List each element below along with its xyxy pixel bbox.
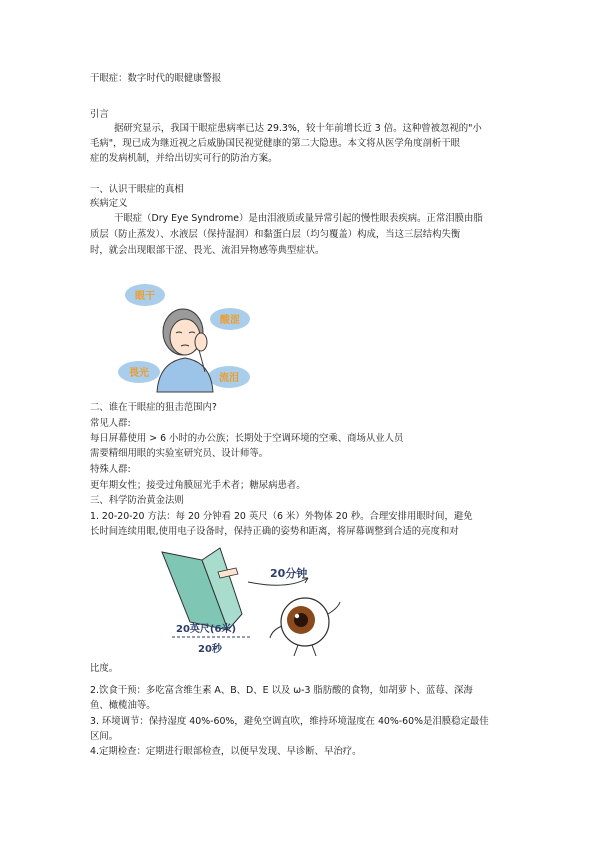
eyeball-left-arm — [270, 626, 282, 638]
intro-line: 据研究显示，我国干眼症患病率已达 29.3%，较十年前增长近 3 倍。这种曾被忽视的"小 — [114, 123, 482, 134]
rule2-line: 鱼、橄榄油等。 — [90, 700, 156, 711]
person-shirt — [157, 358, 213, 392]
section1-heading: 一、认识干眼症的真相 — [90, 184, 184, 195]
common-group-label: 常见人群: — [90, 418, 131, 429]
dry-eye-symptoms-illustration — [115, 280, 255, 395]
rule1-line: 比度。 — [90, 663, 119, 674]
rule-20-20-20-illustration — [158, 544, 358, 659]
common-group-line: 需要精细用眼的实验室研究员、设计师等。 — [90, 448, 269, 459]
intro-line: 毛病"，现已成为继近视之后威胁国民视觉健康的第二大隐患。本文将从医学角度剖析干眼 — [90, 138, 460, 149]
intro-heading: 引言 — [90, 109, 109, 120]
eyeball-right-arm — [328, 602, 340, 614]
symptom-label-tearing: 流泪 — [219, 373, 239, 384]
common-group-line: 每日屏幕使用 > 6 小时的办公族；长期处于空调环境的空乘、商场从业人员 — [90, 433, 404, 444]
symptom-label-sore: 酸涩 — [220, 315, 240, 326]
rule1-line: 长时间连续用眼,使用电子设备时，保持正确的姿势和距离，将屏幕调整到合适的亮度和对 — [90, 526, 459, 537]
section1-subheading: 疾病定义 — [90, 198, 128, 209]
section2-heading: 二、谁在干眼症的狙击范围内? — [90, 402, 217, 413]
seconds-label: 20秒 — [198, 644, 222, 655]
intro-line: 症的发病机制，并给出切实可行的防治方案。 — [90, 153, 278, 164]
document-title: 干眼症：数字时代的眼健康警报 — [90, 73, 222, 84]
rule3-line: 3. 环境调节：保持湿度 40%-60%，避免空调直吹，维持环境湿度在 40%-60%是泪膜稳定最佳 — [90, 716, 489, 727]
rule3-line: 区间。 — [90, 731, 119, 742]
distance-label: 20英尺(6米) — [176, 624, 237, 635]
rule1-line: 1. 20-20-20 方法：每 20 分钟看 20 英尺（6 米）外物体 20 秒。合理安排用眼时间，避免 — [90, 511, 473, 522]
definition-line: 质层（防止蒸发）、水液层（保持湿润）和黏蛋白层（均匀覆盖）构成，当这三层结构失衡 — [90, 229, 461, 240]
special-group-line: 更年期女性；接受过角膜屈光手术者；糖尿病患者。 — [90, 480, 306, 491]
definition-line: 干眼症（Dry Eye Syndrome）是由泪液质或量异常引起的慢性眼表疾病。正常泪膜由脂 — [114, 213, 483, 224]
eye-highlight — [295, 614, 299, 618]
symptom-label-photophobia: 畏光 — [129, 368, 149, 379]
section3-heading: 三、科学防治黄金法则 — [90, 495, 184, 506]
eyeball-legs — [294, 645, 316, 656]
special-group-label: 特殊人群: — [90, 464, 131, 475]
rule2-line: 2.饮食干预：多吃富含维生素 A、B、D、E 以及 ω-3 脂肪酸的食物，如胡萝卜、蓝莓、深海 — [90, 685, 473, 696]
rule4-line: 4.定期检查：定期进行眼部检查，以便早发现、早诊断、早治疗。 — [90, 746, 362, 757]
person-hand — [195, 333, 207, 351]
minutes-label: 20分钟 — [270, 567, 308, 580]
symptom-label-dry: 眼干 — [135, 291, 155, 302]
definition-line: 时，就会出现眼部干涩、畏光、流泪异物感等典型症状。 — [90, 245, 325, 256]
